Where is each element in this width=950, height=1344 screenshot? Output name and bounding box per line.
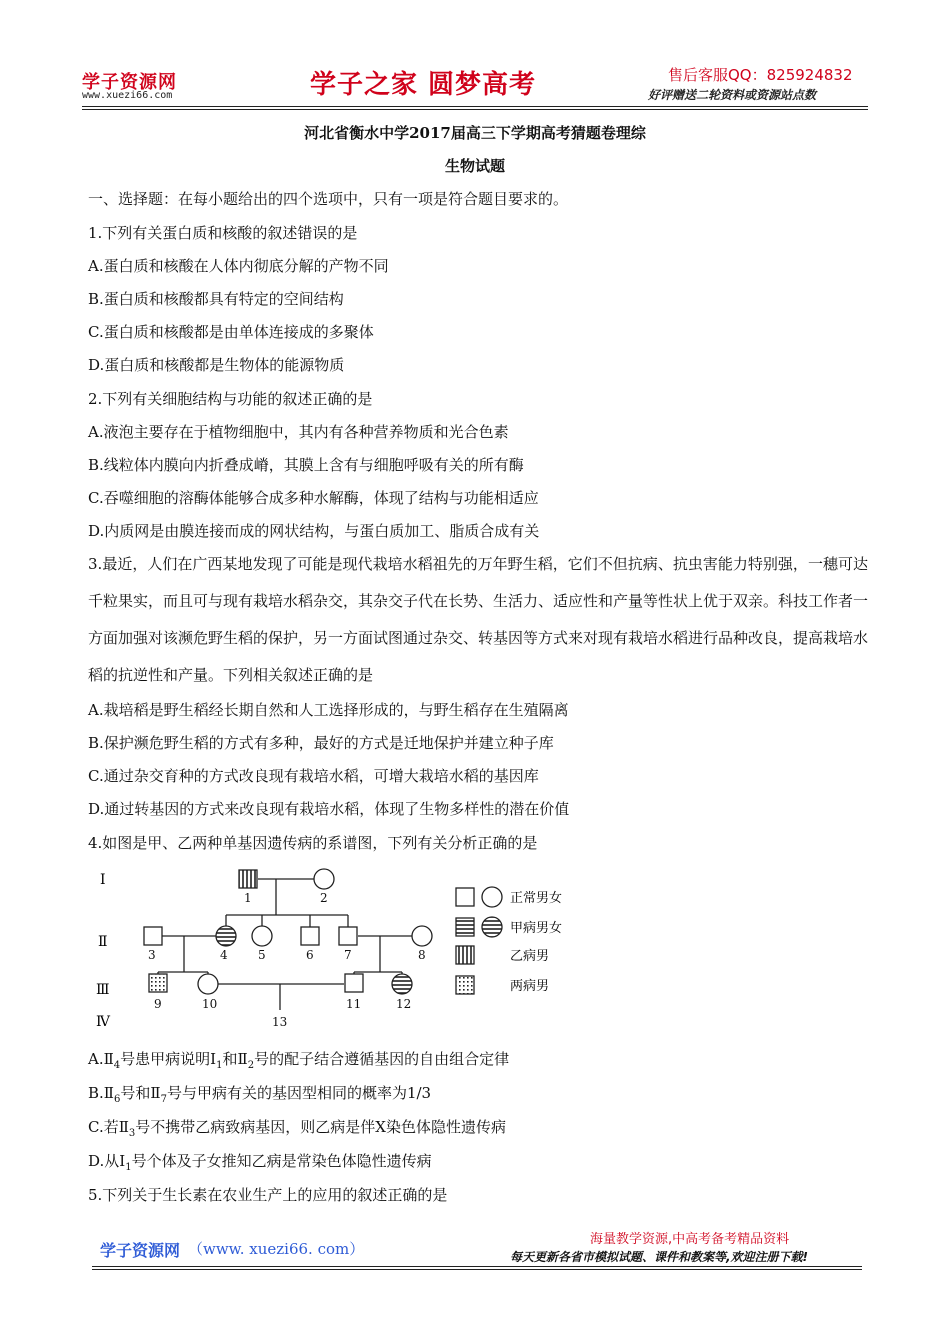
individual-II3 <box>144 927 162 945</box>
q3-option-a: A.栽培稻是野生稻经长期自然和人工选择形成的，与野生稻存在生殖隔离 <box>88 701 569 719</box>
header-logo-url: www.xuezi66.com <box>82 90 173 101</box>
q4-option-c: C.若$Ⅱ_3$号不携带乙病致病基因，则乙病是伴X染色体隐性遗传病 <box>88 1118 506 1139</box>
section-heading: 一、选择题：在每小题给出的四个选项中，只有一项是符合题目要求的。 <box>88 190 569 208</box>
legend-jia-male <box>456 918 474 936</box>
q2-option-c: C.吞噬细胞的溶酶体能够合成多种水解酶，体现了结构与功能相适应 <box>88 489 539 507</box>
q2-option-a: A.液泡主要存在于植物细胞中，其内有各种营养物质和光合色素 <box>88 423 509 441</box>
legend-yi-male <box>456 946 474 964</box>
footer-divider <box>92 1266 862 1267</box>
q1-stem: 1.下列有关蛋白质和核酸的叙述错误的是 <box>88 224 358 242</box>
legend-normal-female <box>482 887 502 907</box>
q1-option-a: A.蛋白质和核酸在人体内彻底分解的产物不同 <box>88 257 389 275</box>
individual-III11 <box>345 974 363 992</box>
legend-jia-label: 甲病男女 <box>510 921 563 936</box>
q1-option-b: B.蛋白质和核酸都具有特定的空间结构 <box>88 290 344 308</box>
q1-option-d: D.蛋白质和核酸都是生物体的能源物质 <box>88 356 345 374</box>
id-10: 10 <box>202 997 218 1011</box>
id-11: 11 <box>346 997 362 1011</box>
id-2: 2 <box>320 891 328 905</box>
individual-II8 <box>412 926 432 946</box>
q2-stem: 2.下列有关细胞结构与功能的叙述正确的是 <box>88 390 373 408</box>
legend-both-label: 两病男 <box>510 979 550 994</box>
legend-normal-label: 正常男女 <box>510 891 563 906</box>
q4-option-b: $B.Ⅱ_6$号和$Ⅱ_7$号与甲病有关的基因型相同的概率为1/3 <box>88 1084 432 1105</box>
id-8: 8 <box>418 948 426 962</box>
footer-notice: 每天更新各省市模拟试题、课件和教案等,欢迎注册下载! <box>510 1250 809 1264</box>
id-13: 13 <box>272 1015 288 1029</box>
individual-II7 <box>339 927 357 945</box>
footer-tagline: 海量教学资源,中高考备考精品资料 <box>590 1232 790 1247</box>
header-divider <box>82 106 868 107</box>
legend-both-male <box>456 976 474 994</box>
gen-label-1: Ⅰ <box>100 872 106 888</box>
individual-III10 <box>198 974 218 994</box>
id-9: 9 <box>154 997 162 1011</box>
id-5: 5 <box>258 948 266 962</box>
q4-option-a: $A.Ⅱ_4$号患甲病说明$Ⅰ_1$和$Ⅱ_2$号的配子结合遵循基因的自由组合定律 <box>88 1050 510 1071</box>
individual-II4 <box>216 926 236 946</box>
individual-I2 <box>314 869 334 889</box>
q2-option-d: D.内质网是由膜连接而成的网状结构，与蛋白质加工、脂质合成有关 <box>88 522 540 540</box>
header-logo: 学子资源网 <box>82 72 177 93</box>
gen-label-2: Ⅱ <box>98 934 108 950</box>
gen-label-4: Ⅳ <box>96 1014 110 1030</box>
legend-normal-male <box>456 888 474 906</box>
q3-stem: 3.最近，人们在广西某地发现了可能是现代栽培水稻祖先的万年野生稻，它们不但抗病、抗虫害能力特别强，一穗可达千粒果实，而且可与现有栽培水稻杂交，其杂交子代在长势、生活力、适应性和产量等性状上优于双亲。科技工作者一方面加强对该濒危野生稻的保护，另一方面试图通过杂交、转基因等方式来对现有栽培水稻进行品种改良，提高栽培水稻的抗逆性和产量。下列相关叙述正确的是 <box>88 555 869 684</box>
header-qq: 售后客服QQ：825924832 <box>668 66 853 84</box>
q3-option-c: C.通过杂交育种的方式改良现有栽培水稻，可增大栽培水稻的基因库 <box>88 767 539 785</box>
q4-stem: 4.如图是甲、乙两种单基因遗传病的系谱图，下列有关分析正确的是 <box>88 834 538 852</box>
header-slogan: 学子之家 圆梦高考 <box>310 70 537 100</box>
id-3: 3 <box>148 948 156 962</box>
legend-jia-female <box>482 917 502 937</box>
footer-divider-thin <box>92 1269 862 1270</box>
individual-III12 <box>392 974 412 994</box>
q3-option-b: B.保护濒危野生稻的方式有多种，最好的方式是迁地保护并建立种子库 <box>88 734 554 752</box>
pedigree-chart <box>90 860 610 1032</box>
id-4: 4 <box>220 948 228 962</box>
footer-url[interactable]: （www. xuezi66. com） <box>188 1240 365 1258</box>
individual-II6 <box>301 927 319 945</box>
footer-logo: 学子资源网 <box>100 1241 181 1260</box>
id-6: 6 <box>306 948 314 962</box>
doc-title: 河北省衡水中学2017届高三下学期高考猜题卷理综 <box>304 124 646 142</box>
id-12: 12 <box>396 997 412 1011</box>
individual-III9 <box>149 974 167 992</box>
q3-option-d: D.通过转基因的方式来改良现有栽培水稻，体现了生物多样性的潜在价值 <box>88 800 570 818</box>
q4-option-d: D.从$I_1$号个体及子女推知乙病是常染色体隐性遗传病 <box>88 1152 432 1173</box>
legend-yi-label: 乙病男 <box>510 949 550 964</box>
id-1: 1 <box>244 891 252 905</box>
individual-I1 <box>239 870 257 888</box>
header-divider-thin <box>82 109 868 110</box>
q2-option-b: B.线粒体内膜向内折叠成嵴，其膜上含有与细胞呼吸有关的所有酶 <box>88 456 524 474</box>
doc-subtitle: 生物试题 <box>444 157 505 175</box>
header-promo: 好评赠送二轮资料或资源站点数 <box>648 88 817 102</box>
q1-option-c: C.蛋白质和核酸都是由单体连接成的多聚体 <box>88 323 374 341</box>
individual-II5 <box>252 926 272 946</box>
gen-label-3: Ⅲ <box>96 982 110 998</box>
id-7: 7 <box>344 948 352 962</box>
q5-stem: 5.下列关于生长素在农业生产上的应用的叙述正确的是 <box>88 1186 448 1204</box>
